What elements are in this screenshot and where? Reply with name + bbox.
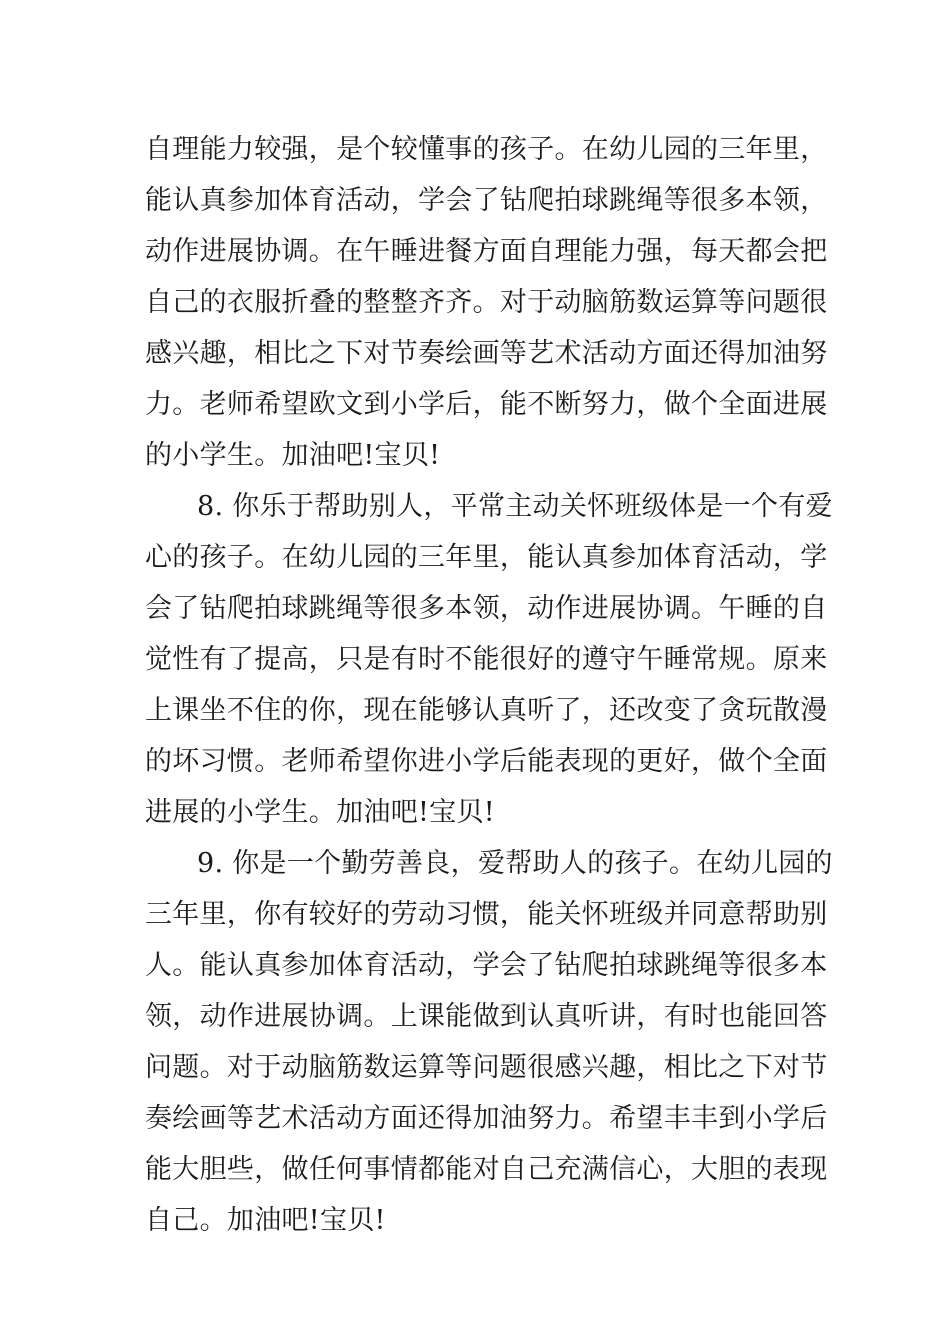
text-line: 动作进展协调。在午睡进餐方面自理能力强，每天都会把 bbox=[145, 236, 828, 267]
text-line: 人。能认真参加体育活动，学会了钻爬拍球跳绳等很多本 bbox=[145, 950, 828, 981]
text-line: 8. 你乐于帮助别人，平常主动关怀班级体是一个有爱 bbox=[197, 491, 833, 522]
paragraph-7-continuation bbox=[145, 124, 828, 481]
text-line: 领，动作进展协调。上课能做到认真听讲，有时也能回答 bbox=[145, 1001, 828, 1032]
text-line: 9. 你是一个勤劳善良，爱帮助人的孩子。在幼儿园的 bbox=[197, 848, 833, 879]
text-line: 的坏习惯。老师希望你进小学后能表现的更好，做个全面 bbox=[145, 746, 828, 777]
text-line: 感兴趣，相比之下对节奏绘画等艺术活动方面还得加油努 bbox=[145, 338, 828, 369]
paragraph-9 bbox=[145, 838, 833, 1246]
text-line: 会了钻爬拍球跳绳等很多本领，动作进展协调。午睡的自 bbox=[145, 593, 828, 624]
text-line: 奏绘画等艺术活动方面还得加油努力。希望丰丰到小学后 bbox=[145, 1103, 828, 1134]
text-line: 自己的衣服折叠的整整齐齐。对于动脑筋数运算等问题很 bbox=[145, 287, 828, 318]
text-line: 能认真参加体育活动，学会了钻爬拍球跳绳等很多本领， bbox=[145, 185, 828, 216]
document-body bbox=[145, 124, 833, 1246]
text-line: 自理能力较强，是个较懂事的孩子。在幼儿园的三年里， bbox=[145, 134, 828, 165]
text-line: 能大胆些，做任何事情都能对自己充满信心，大胆的表现 bbox=[145, 1154, 828, 1185]
text-line: 力。老师希望欧文到小学后，能不断努力，做个全面进展 bbox=[145, 389, 828, 420]
text-line: 三年里，你有较好的劳动习惯，能关怀班级并同意帮助别 bbox=[145, 899, 828, 930]
text-line: 觉性有了提高，只是有时不能很好的遵守午睡常规。原来 bbox=[145, 644, 828, 675]
text-line: 自己。加油吧!宝贝! bbox=[145, 1205, 386, 1236]
text-line: 进展的小学生。加油吧!宝贝! bbox=[145, 797, 495, 828]
text-line: 上课坐不住的你，现在能够认真听了，还改变了贪玩散漫 bbox=[145, 695, 828, 726]
text-line: 的小学生。加油吧!宝贝! bbox=[145, 440, 441, 471]
text-line: 心的孩子。在幼儿园的三年里，能认真参加体育活动，学 bbox=[145, 542, 828, 573]
paragraph-8 bbox=[145, 481, 833, 838]
text-line: 问题。对于动脑筋数运算等问题很感兴趣，相比之下对节 bbox=[145, 1052, 828, 1083]
